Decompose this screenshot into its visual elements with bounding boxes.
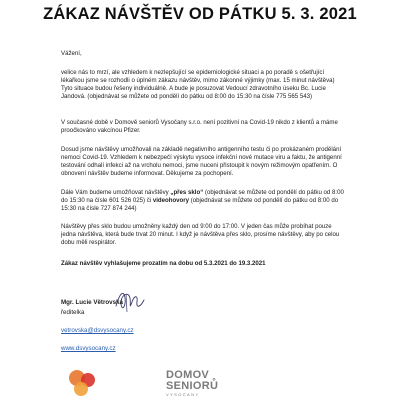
logo-mark-icon <box>66 368 100 398</box>
logo-line-1: DOMOV <box>166 369 210 381</box>
email-link[interactable]: vetrovska@dsvysocany.cz <box>61 327 134 334</box>
paragraph-testing: Dosud jsme návštěvy umožňovali na základě negativního antigenního testu či po prokázaném prodělání nemoci Covid-19. Vzhledem k nebezpečí výskytu vysoce infekční nové mutace viru a faktu, že antigenní testování odhalí infekci až na vrcholu nemoci, jsme nuceni přistoupit k novým režimovým opatřením. O obnovení návštěv budeme informovat. Děkujeme za pochopení. <box>61 146 342 178</box>
signatory-name: Mgr. Lucie Větrovská <box>61 299 123 306</box>
logo-line-3: VYSOČANY <box>166 392 200 397</box>
declaration: Zákaz návštěv vyhlašujeme prozatím na dobu od 5.3.2021 do 19.3.2021 <box>61 260 266 267</box>
text-segment: Dále Vám budeme umožňovat návštěvy <box>61 189 171 196</box>
website-link[interactable]: www.dsvysocany.cz <box>61 345 116 352</box>
signatory-role: ředitelka <box>61 309 85 316</box>
organization-logo <box>66 366 219 400</box>
text-bold-video: videohovory <box>152 197 190 205</box>
paragraph-visit-ban: velice nás to mrzí, ale vzhledem k nezlepšující se epidemiologické situaci a po poradě s ošetřující lékařkou jsme se rozhodli o úplném zákazu návštěv, mimo zákonné výjimky (max. 15 minut návštěva) Tyto situace budou řešeny individuálně. A bude je posuzovat Vedoucí zdravotního úseku Bc. Lucie Jandová. (objednávat se můžete od pondělí do pátku od 8:00 do 15:30 na čísle 775 565 543) <box>61 69 335 101</box>
paragraph-glass-visits: Návštěvy přes sklo budou umožněny každý den od 9:00 do 17:00. V jeden čas může probíhat pouze jedna návštěva, která bude trvat 20 minut. I když je návštěva přes sklo, prosíme návštěvy, aby po celou dobu měli respirátor. <box>61 223 340 247</box>
text-segment: (objednávat se můžete od pondělí do pátku od 8:00 do 15:30 na čísle 601 526 025) či <box>61 189 344 205</box>
text-bold-glass: „přes sklo“ <box>170 189 204 196</box>
logo-line-2: SENIORŮ <box>166 380 219 392</box>
text-segment: (objednávat se můžete od pondělí do pátku od 8:00 do 15:30 na čísle 727 874 244) <box>61 197 339 213</box>
salutation: Vážení, <box>61 50 82 57</box>
paragraph-vaccination: V současné době v Domově seniorů Vysočany s.r.o. není pozitivní na Covid-19 nikdo z klientů a máme proočkováno vakcínou Pfizer. <box>61 119 338 135</box>
document-title: ZÁKAZ NÁVŠTĚV OD PÁTKU 5. 3. 2021 <box>43 5 357 23</box>
paragraph-alternative-visits <box>61 189 346 213</box>
